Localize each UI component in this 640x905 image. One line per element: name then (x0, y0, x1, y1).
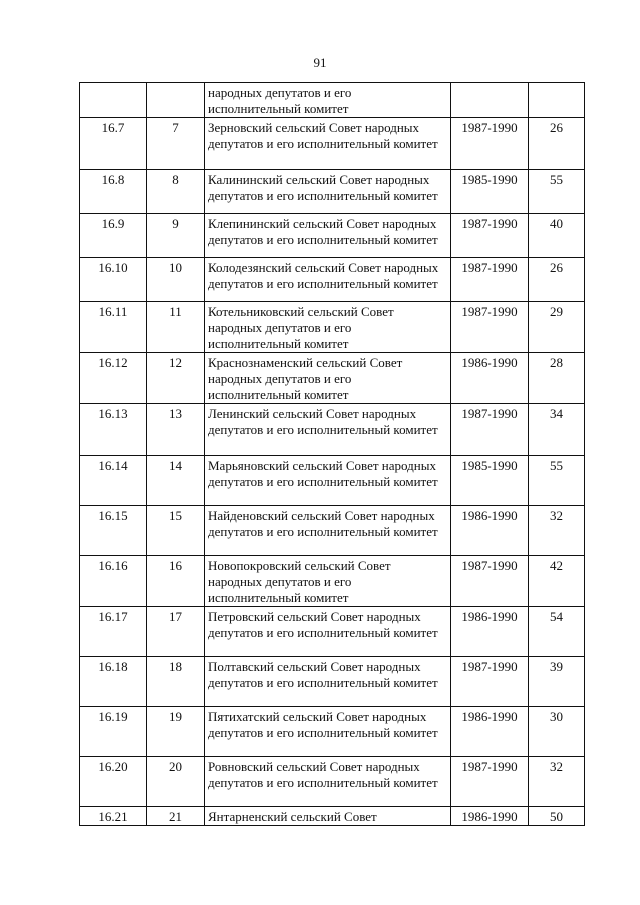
row-number: 16.19 (80, 707, 147, 757)
row-count: 30 (529, 707, 585, 757)
row-number: 16.12 (80, 353, 147, 404)
row-index: 18 (147, 657, 205, 707)
row-count: 29 (529, 302, 585, 353)
row-years: 1987-1990 (451, 404, 529, 456)
row-name: Марьяновский сельский Совет народных депутатов и его исполнительный комитет (205, 456, 451, 506)
row-index: 10 (147, 258, 205, 302)
archive-table (79, 82, 585, 826)
table-row (80, 807, 585, 826)
row-name: Клепининский сельский Совет народных депутатов и его исполнительный комитет (205, 214, 451, 258)
archive-table-body (80, 83, 585, 826)
row-years: 1987-1990 (451, 556, 529, 607)
row-name: Колодезянский сельский Совет народных депутатов и его исполнительный комитет (205, 258, 451, 302)
row-name: Новопокровский сельский Совет народных депутатов и его исполнительный комитет (205, 556, 451, 607)
row-index: 19 (147, 707, 205, 757)
row-years: 1986-1990 (451, 707, 529, 757)
row-index: 15 (147, 506, 205, 556)
row-years: 1987-1990 (451, 118, 529, 170)
row-years: 1986-1990 (451, 506, 529, 556)
row-years: 1986-1990 (451, 607, 529, 657)
row-years: 1985-1990 (451, 170, 529, 214)
row-index (147, 83, 205, 118)
row-name: Петровский сельский Совет народных депутатов и его исполнительный комитет (205, 607, 451, 657)
row-number: 16.8 (80, 170, 147, 214)
table-row (80, 353, 585, 404)
row-name: Пятихатский сельский Совет народных депутатов и его исполнительный комитет (205, 707, 451, 757)
table-row (80, 214, 585, 258)
table-row (80, 607, 585, 657)
row-count: 40 (529, 214, 585, 258)
row-count: 28 (529, 353, 585, 404)
row-count: 55 (529, 456, 585, 506)
row-number: 16.20 (80, 757, 147, 807)
row-years: 1986-1990 (451, 353, 529, 404)
row-index: 9 (147, 214, 205, 258)
row-count: 54 (529, 607, 585, 657)
table-row (80, 556, 585, 607)
row-count: 26 (529, 258, 585, 302)
row-index: 20 (147, 757, 205, 807)
table-row (80, 170, 585, 214)
row-name: Краснознаменский сельский Совет народных депутатов и его исполнительный комитет (205, 353, 451, 404)
table-row (80, 456, 585, 506)
row-index: 16 (147, 556, 205, 607)
row-index: 8 (147, 170, 205, 214)
row-name: Найденовский сельский Совет народных депутатов и его исполнительный комитет (205, 506, 451, 556)
table-row (80, 506, 585, 556)
row-years: 1987-1990 (451, 657, 529, 707)
row-index: 7 (147, 118, 205, 170)
row-name: Янтарненский сельский Совет (205, 807, 451, 826)
row-number: 16.13 (80, 404, 147, 456)
row-number: 16.7 (80, 118, 147, 170)
row-years: 1985-1990 (451, 456, 529, 506)
row-name: народных депутатов и его исполнительный комитет (205, 83, 451, 118)
table-row (80, 757, 585, 807)
row-count: 50 (529, 807, 585, 826)
row-index: 21 (147, 807, 205, 826)
row-name: Зерновский сельский Совет народных депутатов и его исполнительный комитет (205, 118, 451, 170)
row-count: 32 (529, 757, 585, 807)
row-index: 14 (147, 456, 205, 506)
table-row (80, 707, 585, 757)
row-years: 1986-1990 (451, 807, 529, 826)
row-count: 32 (529, 506, 585, 556)
row-years: 1987-1990 (451, 258, 529, 302)
row-index: 17 (147, 607, 205, 657)
row-years: 1987-1990 (451, 214, 529, 258)
table-row (80, 302, 585, 353)
row-count: 55 (529, 170, 585, 214)
row-index: 13 (147, 404, 205, 456)
row-years (451, 83, 529, 118)
page-number: 91 (313, 55, 327, 70)
row-count (529, 83, 585, 118)
row-number: 16.15 (80, 506, 147, 556)
row-name: Полтавский сельский Совет народных депутатов и его исполнительный комитет (205, 657, 451, 707)
row-number: 16.18 (80, 657, 147, 707)
row-years: 1987-1990 (451, 757, 529, 807)
row-number: 16.14 (80, 456, 147, 506)
row-count: 34 (529, 404, 585, 456)
row-number: 16.17 (80, 607, 147, 657)
row-name: Котельниковский сельский Совет народных депутатов и его исполнительный комитет (205, 302, 451, 353)
table-row (80, 258, 585, 302)
row-index: 11 (147, 302, 205, 353)
table-row (80, 404, 585, 456)
table-row-continuation (80, 83, 585, 118)
row-number: 16.16 (80, 556, 147, 607)
row-name: Калининский сельский Совет народных депутатов и его исполнительный комитет (205, 170, 451, 214)
row-number: 16.9 (80, 214, 147, 258)
row-count: 39 (529, 657, 585, 707)
row-number: 16.10 (80, 258, 147, 302)
row-name: Ленинский сельский Совет народных депутатов и его исполнительный комитет (205, 404, 451, 456)
table-row (80, 118, 585, 170)
row-years: 1987-1990 (451, 302, 529, 353)
table-row (80, 657, 585, 707)
row-number: 16.11 (80, 302, 147, 353)
row-count: 26 (529, 118, 585, 170)
row-index: 12 (147, 353, 205, 404)
row-number (80, 83, 147, 118)
row-name: Ровновский сельский Совет народных депутатов и его исполнительный комитет (205, 757, 451, 807)
row-number: 16.21 (80, 807, 147, 826)
row-count: 42 (529, 556, 585, 607)
